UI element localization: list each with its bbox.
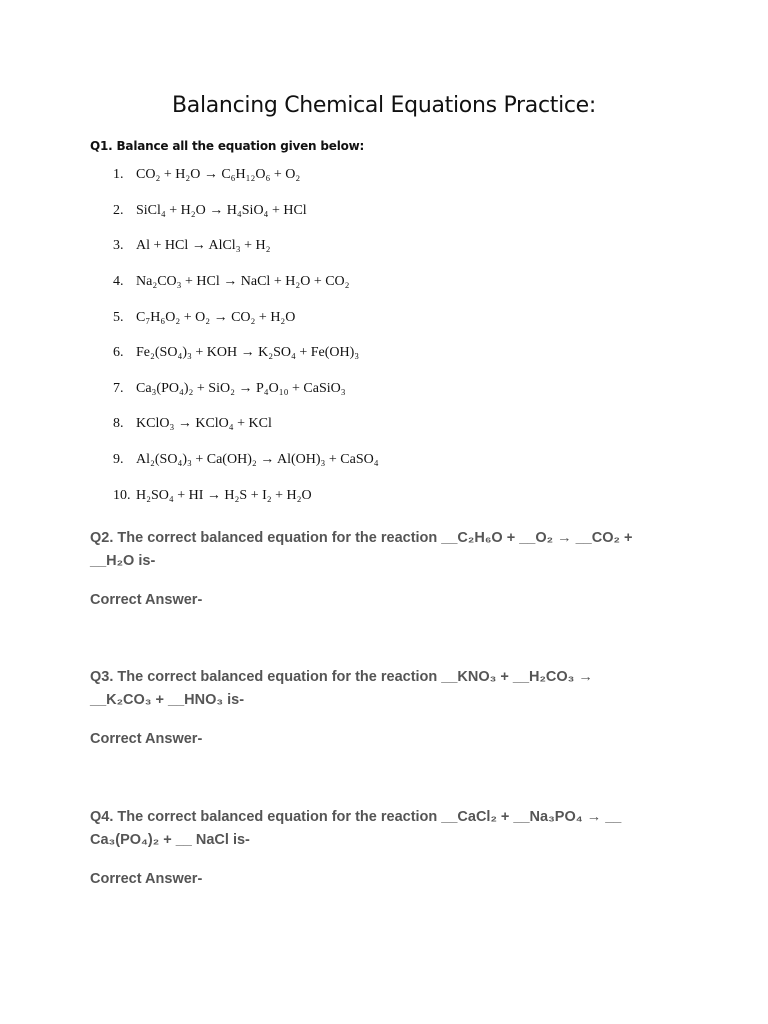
equation-number: 4. <box>113 274 124 289</box>
equation-text: SiCl₄ + H₂O → H₄SiO₄ + HCl <box>136 203 307 218</box>
q3-line-2: __K₂CO₃ + __HNO₃ is- <box>90 692 245 708</box>
q2-line-2: __H₂O is- <box>90 553 156 569</box>
q4-line-2: Ca₃(PO₄)₂ + __ NaCl is- <box>90 832 250 848</box>
equation-number: 1. <box>113 167 124 182</box>
q3-answer-label: Correct Answer- <box>90 731 203 747</box>
equation-number: 3. <box>113 238 124 253</box>
equation-text: C₇H₆O₂ + O₂ → CO₂ + H₂O <box>136 310 296 325</box>
q3-line-1: Q3. The correct balanced equation for the reaction __KNO₃ + __H₂CO₃ → <box>90 669 593 685</box>
equation-number: 6. <box>113 345 124 360</box>
equation-text: Ca₃(PO₄)₂ + SiO₂ → P₄O₁₀ + CaSiO₃ <box>136 381 346 396</box>
q2-question <box>90 527 690 573</box>
equation-text: H₂SO₄ + HI → H₂S + I₂ + H₂O <box>136 488 312 503</box>
page-title: Balancing Chemical Equations Practice: <box>171 93 597 118</box>
equation-text: Al₂(SO₄)₃ + Ca(OH)₂ → Al(OH)₃ + CaSO₄ <box>136 452 379 467</box>
q4-question <box>90 806 690 852</box>
equation-number: 8. <box>113 416 124 431</box>
equation-number: 7. <box>113 381 124 396</box>
equation-text: Na₂CO₃ + HCl → NaCl + H₂O + CO₂ <box>136 274 350 289</box>
equation-number: 9. <box>113 452 124 467</box>
q4-answer-label: Correct Answer- <box>90 871 203 887</box>
q2-answer-label: Correct Answer- <box>90 592 203 608</box>
equation-text: Fe₂(SO₄)₃ + KOH → K₂SO₄ + Fe(OH)₃ <box>136 345 360 360</box>
equation-number: 2. <box>113 203 124 218</box>
equation-text: Al + HCl → AlCl₃ + H₂ <box>136 238 271 253</box>
q1-heading: Q1. Balance all the equation given below: <box>90 139 365 153</box>
q2-line-1: Q2. The correct balanced equation for the reaction __C₂H₆O + __O₂ → __CO₂ + <box>90 530 633 546</box>
equation-text: CO₂ + H₂O → C₆H₁₂O₆ + O₂ <box>136 167 301 182</box>
q4-line-1: Q4. The correct balanced equation for the reaction __CaCl₂ + __Na₃PO₄ → __ <box>90 809 622 825</box>
equation-number: 10. <box>113 488 131 503</box>
equation-number: 5. <box>113 310 124 325</box>
q3-question <box>90 666 690 712</box>
equation-text: KClO₃ → KClO₄ + KCl <box>136 416 272 431</box>
